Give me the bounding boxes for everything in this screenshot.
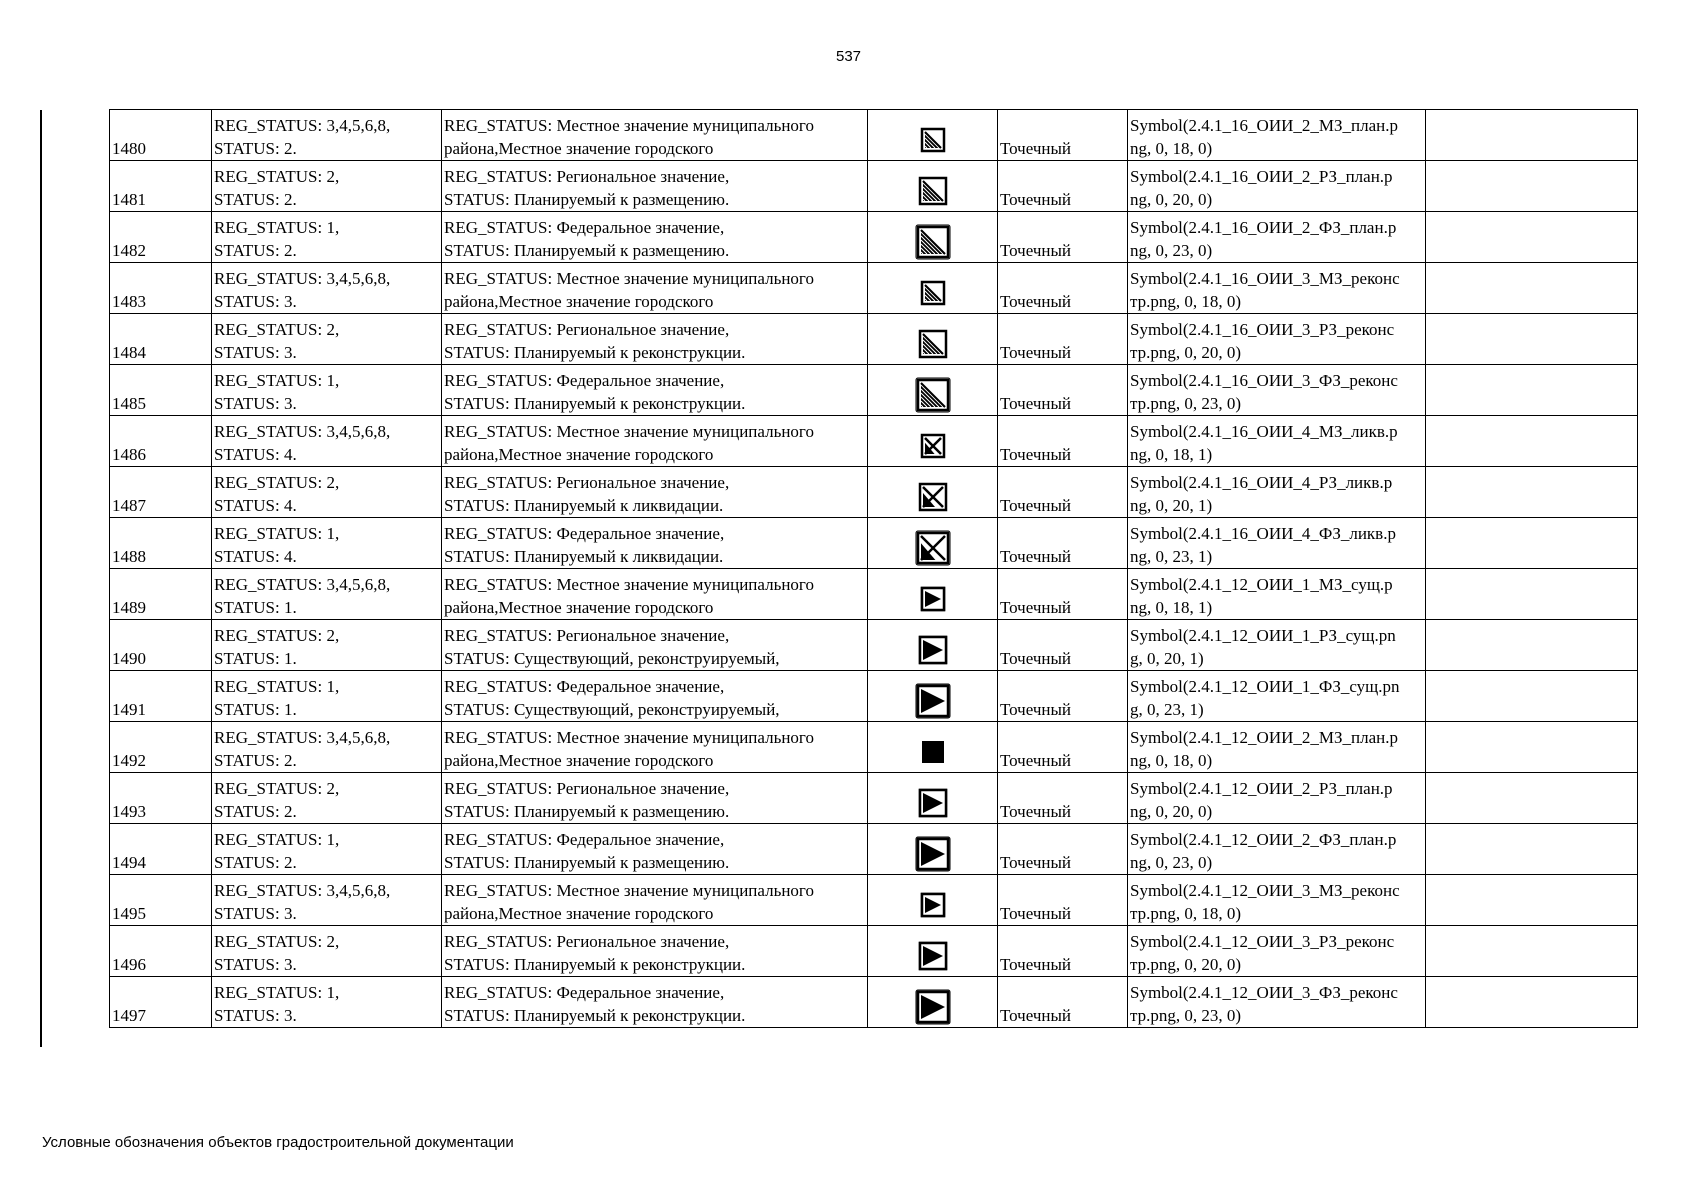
description-line-1: REG_STATUS: Федеральное значение, [444, 677, 725, 696]
geometry-type: Точечный [998, 824, 1128, 875]
table-row [110, 875, 1638, 926]
description-line-2: района,Местное значение городского [444, 904, 714, 923]
geometry-type: Точечный [998, 671, 1128, 722]
row-number: 1496 [110, 926, 212, 977]
description-cell [442, 110, 868, 161]
symbol-image-cell [868, 161, 998, 212]
row-number: 1480 [110, 110, 212, 161]
symbol-definition-line-1: Symbol(2.4.1_12_ОИИ_2_МЗ_план.p [1130, 728, 1398, 747]
reg-status-code: REG_STATUS: 2, [214, 779, 340, 798]
status-code-cell [212, 467, 442, 518]
status-code: STATUS: 1. [214, 700, 297, 719]
symbol-definition-line-2: тр.png, 0, 18, 0) [1130, 292, 1242, 311]
empty-cell [1426, 722, 1638, 773]
description-line-1: REG_STATUS: Региональное значение, [444, 626, 730, 645]
page-number: 537 [835, 48, 862, 65]
status-code-cell [212, 161, 442, 212]
empty-cell [1426, 263, 1638, 314]
description-line-1: REG_STATUS: Местное значение муниципального [444, 269, 814, 288]
symbol-definition-line-1: Symbol(2.4.1_16_ОИИ_2_МЗ_план.p [1130, 116, 1398, 135]
status-code: STATUS: 2. [214, 241, 297, 260]
symbol-definition-line-2: тр.png, 0, 18, 0) [1130, 904, 1242, 923]
description-line-1: REG_STATUS: Региональное значение, [444, 779, 730, 798]
symbol-definition-cell [1128, 620, 1426, 671]
symbol-image-cell [868, 110, 998, 161]
status-code-cell [212, 569, 442, 620]
triangle-square-reconstruct-medium-icon [913, 936, 953, 976]
description-line-2: STATUS: Существующий, реконструируемый, [444, 649, 780, 668]
row-number: 1488 [110, 518, 212, 569]
hatched-square-reconstruct-medium-icon [913, 324, 953, 364]
status-code: STATUS: 1. [214, 598, 297, 617]
row-number: 1491 [110, 671, 212, 722]
symbol-image-cell [868, 671, 998, 722]
empty-cell [1426, 875, 1638, 926]
reg-status-code: REG_STATUS: 3,4,5,6,8, [214, 422, 391, 441]
description-line-2: STATUS: Существующий, реконструируемый, [444, 700, 780, 719]
empty-cell [1426, 773, 1638, 824]
description-line-2: района,Местное значение городского [444, 139, 714, 158]
crossed-square-small-icon [913, 426, 953, 466]
description-line-2: STATUS: Планируемый к реконструкции. [444, 343, 746, 362]
symbol-definition-line-1: Symbol(2.4.1_16_ОИИ_2_ФЗ_план.p [1130, 218, 1397, 237]
description-line-1: REG_STATUS: Региональное значение, [444, 320, 730, 339]
reg-status-code: REG_STATUS: 3,4,5,6,8, [214, 728, 391, 747]
status-code-cell [212, 671, 442, 722]
symbol-definition-cell [1128, 110, 1426, 161]
status-code: STATUS: 3. [214, 394, 297, 413]
symbol-definition-line-1: Symbol(2.4.1_16_ОИИ_4_МЗ_ликв.p [1130, 422, 1398, 441]
symbol-definition-line-1: Symbol(2.4.1_16_ОИИ_4_ФЗ_ликв.p [1130, 524, 1396, 543]
geometry-type: Точечный [998, 926, 1128, 977]
reg-status-code: REG_STATUS: 2, [214, 626, 340, 645]
symbol-definition-cell [1128, 671, 1426, 722]
table-row [110, 671, 1638, 722]
symbol-definition-line-2: ng, 0, 20, 1) [1130, 496, 1213, 515]
symbol-definition-line-1: Symbol(2.4.1_12_ОИИ_1_РЗ_сущ.pn [1130, 626, 1396, 645]
table-row [110, 110, 1638, 161]
geometry-type: Точечный [998, 773, 1128, 824]
empty-cell [1426, 620, 1638, 671]
symbol-definition-cell [1128, 773, 1426, 824]
row-number: 1490 [110, 620, 212, 671]
triangle-square-medium-icon [913, 630, 953, 670]
description-cell [442, 773, 868, 824]
triangle-square-reconstruct-small-icon [913, 885, 953, 925]
empty-cell [1426, 161, 1638, 212]
description-line-1: REG_STATUS: Местное значение муниципального [444, 575, 814, 594]
symbol-definition-line-2: ng, 0, 20, 0) [1130, 190, 1213, 209]
description-line-1: REG_STATUS: Региональное значение, [444, 167, 730, 186]
row-number: 1494 [110, 824, 212, 875]
symbol-definition-line-2: ng, 0, 18, 1) [1130, 598, 1213, 617]
status-code: STATUS: 2. [214, 751, 297, 770]
symbol-definition-line-2: тр.png, 0, 20, 0) [1130, 955, 1242, 974]
symbol-definition-line-2: g, 0, 23, 1) [1130, 700, 1204, 719]
description-line-1: REG_STATUS: Федеральное значение, [444, 218, 725, 237]
table-row [110, 467, 1638, 518]
symbol-image-cell [868, 926, 998, 977]
description-cell [442, 875, 868, 926]
reg-status-code: REG_STATUS: 1, [214, 830, 340, 849]
symbol-definition-cell [1128, 161, 1426, 212]
status-code-cell [212, 824, 442, 875]
row-number: 1484 [110, 314, 212, 365]
table-row [110, 569, 1638, 620]
description-cell [442, 212, 868, 263]
symbols-table [109, 109, 1638, 1028]
description-line-1: REG_STATUS: Федеральное значение, [444, 524, 725, 543]
status-code: STATUS: 1. [214, 649, 297, 668]
status-code: STATUS: 2. [214, 190, 297, 209]
description-line-1: REG_STATUS: Местное значение муниципального [444, 881, 814, 900]
description-line-2: района,Местное значение городского [444, 445, 714, 464]
table-row [110, 263, 1638, 314]
symbol-definition-line-2: ng, 0, 23, 1) [1130, 547, 1213, 566]
geometry-type: Точечный [998, 212, 1128, 263]
symbol-definition-cell [1128, 467, 1426, 518]
symbol-definition-cell [1128, 416, 1426, 467]
empty-cell [1426, 926, 1638, 977]
symbol-definition-line-1: Symbol(2.4.1_16_ОИИ_4_РЗ_ликв.p [1130, 473, 1393, 492]
description-line-1: REG_STATUS: Федеральное значение, [444, 371, 725, 390]
symbol-image-cell [868, 569, 998, 620]
geometry-type: Точечный [998, 518, 1128, 569]
symbol-definition-line-2: ng, 0, 23, 0) [1130, 241, 1213, 260]
reg-status-code: REG_STATUS: 2, [214, 473, 340, 492]
symbol-image-cell [868, 977, 998, 1028]
description-line-2: STATUS: Планируемый к реконструкции. [444, 955, 746, 974]
description-line-1: REG_STATUS: Региональное значение, [444, 473, 730, 492]
symbol-definition-line-1: Symbol(2.4.1_16_ОИИ_3_ФЗ_реконс [1130, 371, 1398, 390]
triangle-square-large-icon [913, 681, 953, 721]
symbol-definition-cell [1128, 926, 1426, 977]
row-number: 1486 [110, 416, 212, 467]
status-code-cell [212, 212, 442, 263]
status-code: STATUS: 2. [214, 139, 297, 158]
reg-status-code: REG_STATUS: 2, [214, 932, 340, 951]
table-row [110, 518, 1638, 569]
symbol-image-cell [868, 824, 998, 875]
reg-status-code: REG_STATUS: 2, [214, 167, 340, 186]
description-cell [442, 263, 868, 314]
symbol-definition-cell [1128, 875, 1426, 926]
empty-cell [1426, 824, 1638, 875]
symbol-definition-cell [1128, 722, 1426, 773]
geometry-type: Точечный [998, 263, 1128, 314]
empty-cell [1426, 365, 1638, 416]
description-line-2: района,Местное значение городского [444, 292, 714, 311]
geometry-type: Точечный [998, 569, 1128, 620]
symbol-image-cell [868, 518, 998, 569]
empty-cell [1426, 518, 1638, 569]
status-code: STATUS: 2. [214, 853, 297, 872]
row-number: 1485 [110, 365, 212, 416]
symbol-definition-line-2: ng, 0, 23, 0) [1130, 853, 1213, 872]
table-row [110, 212, 1638, 263]
symbol-image-cell [868, 416, 998, 467]
reg-status-code: REG_STATUS: 3,4,5,6,8, [214, 881, 391, 900]
status-code: STATUS: 3. [214, 343, 297, 362]
description-line-2: STATUS: Планируемый к реконструкции. [444, 394, 746, 413]
symbol-definition-line-1: Symbol(2.4.1_12_ОИИ_3_МЗ_реконс [1130, 881, 1400, 900]
description-cell [442, 671, 868, 722]
empty-cell [1426, 416, 1638, 467]
table-row [110, 926, 1638, 977]
symbol-definition-line-2: тр.png, 0, 20, 0) [1130, 343, 1242, 362]
status-code-cell [212, 365, 442, 416]
description-cell [442, 314, 868, 365]
status-code-cell [212, 416, 442, 467]
symbol-image-cell [868, 212, 998, 263]
status-code-cell [212, 110, 442, 161]
description-cell [442, 416, 868, 467]
symbol-definition-line-1: Symbol(2.4.1_16_ОИИ_3_РЗ_реконс [1130, 320, 1395, 339]
description-line-2: района,Местное значение городского [444, 751, 714, 770]
symbol-definition-line-2: тр.png, 0, 23, 0) [1130, 394, 1242, 413]
description-cell [442, 824, 868, 875]
triangle-square-plan-medium-icon [913, 783, 953, 823]
geometry-type: Точечный [998, 314, 1128, 365]
description-cell [442, 722, 868, 773]
crossed-square-medium-icon [913, 477, 953, 517]
symbol-image-cell [868, 773, 998, 824]
filled-square-icon [913, 732, 953, 772]
status-code: STATUS: 3. [214, 955, 297, 974]
description-cell [442, 569, 868, 620]
page-footer: Условные обозначения объектов градостроительной документации [42, 1134, 514, 1151]
row-number: 1482 [110, 212, 212, 263]
empty-cell [1426, 212, 1638, 263]
status-code: STATUS: 3. [214, 292, 297, 311]
symbol-definition-line-2: g, 0, 20, 1) [1130, 649, 1204, 668]
description-line-2: STATUS: Планируемый к размещению. [444, 241, 730, 260]
symbol-definition-cell [1128, 263, 1426, 314]
row-number: 1492 [110, 722, 212, 773]
table-row [110, 416, 1638, 467]
symbol-definition-line-2: ng, 0, 18, 0) [1130, 751, 1213, 770]
table-row [110, 722, 1638, 773]
status-code: STATUS: 4. [214, 445, 297, 464]
symbol-definition-line-1: Symbol(2.4.1_12_ОИИ_3_ФЗ_реконс [1130, 983, 1398, 1002]
symbol-definition-cell [1128, 824, 1426, 875]
symbol-image-cell [868, 722, 998, 773]
reg-status-code: REG_STATUS: 1, [214, 524, 340, 543]
status-code: STATUS: 3. [214, 904, 297, 923]
description-cell [442, 467, 868, 518]
hatched-square-plan-large-icon [913, 222, 953, 262]
symbol-definition-cell [1128, 977, 1426, 1028]
table-row [110, 161, 1638, 212]
symbol-definition-line-2: ng, 0, 18, 0) [1130, 139, 1213, 158]
description-line-1: REG_STATUS: Федеральное значение, [444, 983, 725, 1002]
symbol-definition-cell [1128, 518, 1426, 569]
reg-status-code: REG_STATUS: 1, [214, 983, 340, 1002]
description-cell [442, 926, 868, 977]
reg-status-code: REG_STATUS: 3,4,5,6,8, [214, 575, 391, 594]
symbol-definition-line-2: ng, 0, 20, 0) [1130, 802, 1213, 821]
reg-status-code: REG_STATUS: 1, [214, 677, 340, 696]
geometry-type: Точечный [998, 110, 1128, 161]
description-line-2: STATUS: Планируемый к ликвидации. [444, 547, 724, 566]
symbol-image-cell [868, 263, 998, 314]
status-code: STATUS: 2. [214, 802, 297, 821]
status-code-cell [212, 926, 442, 977]
row-number: 1483 [110, 263, 212, 314]
reg-status-code: REG_STATUS: 3,4,5,6,8, [214, 116, 391, 135]
geometry-type: Точечный [998, 161, 1128, 212]
empty-cell [1426, 569, 1638, 620]
symbol-definition-line-2: ng, 0, 18, 1) [1130, 445, 1213, 464]
description-cell [442, 518, 868, 569]
triangle-square-reconstruct-large-icon [913, 987, 953, 1027]
table-row [110, 365, 1638, 416]
geometry-type: Точечный [998, 467, 1128, 518]
description-cell [442, 620, 868, 671]
description-line-1: REG_STATUS: Местное значение муниципального [444, 116, 814, 135]
description-line-2: района,Местное значение городского [444, 598, 714, 617]
status-code: STATUS: 4. [214, 547, 297, 566]
description-line-1: REG_STATUS: Местное значение муниципального [444, 422, 814, 441]
geometry-type: Точечный [998, 620, 1128, 671]
geometry-type: Точечный [998, 416, 1128, 467]
status-code-cell [212, 263, 442, 314]
empty-cell [1426, 110, 1638, 161]
symbol-image-cell [868, 314, 998, 365]
triangle-square-small-icon [913, 579, 953, 619]
triangle-square-plan-large-icon [913, 834, 953, 874]
description-line-1: REG_STATUS: Региональное значение, [444, 932, 730, 951]
description-cell [442, 977, 868, 1028]
crossed-square-large-icon [913, 528, 953, 568]
symbol-definition-line-1: Symbol(2.4.1_12_ОИИ_1_МЗ_сущ.p [1130, 575, 1393, 594]
row-number: 1481 [110, 161, 212, 212]
row-number: 1497 [110, 977, 212, 1028]
hatched-square-reconstruct-small-icon [913, 273, 953, 313]
status-code: STATUS: 4. [214, 496, 297, 515]
geometry-type: Точечный [998, 977, 1128, 1028]
table-row [110, 773, 1638, 824]
description-line-2: STATUS: Планируемый к реконструкции. [444, 1006, 746, 1025]
symbol-definition-line-1: Symbol(2.4.1_12_ОИИ_3_РЗ_реконс [1130, 932, 1395, 951]
geometry-type: Точечный [998, 722, 1128, 773]
status-code-cell [212, 773, 442, 824]
description-line-2: STATUS: Планируемый к размещению. [444, 853, 730, 872]
row-number: 1495 [110, 875, 212, 926]
description-line-1: REG_STATUS: Федеральное значение, [444, 830, 725, 849]
status-code-cell [212, 518, 442, 569]
status-code-cell [212, 314, 442, 365]
description-line-2: STATUS: Планируемый к ликвидации. [444, 496, 724, 515]
symbol-image-cell [868, 620, 998, 671]
reg-status-code: REG_STATUS: 1, [214, 218, 340, 237]
symbol-definition-line-1: Symbol(2.4.1_16_ОИИ_2_РЗ_план.p [1130, 167, 1393, 186]
reg-status-code: REG_STATUS: 2, [214, 320, 340, 339]
row-number: 1487 [110, 467, 212, 518]
geometry-type: Точечный [998, 365, 1128, 416]
symbol-image-cell [868, 875, 998, 926]
symbol-definition-line-1: Symbol(2.4.1_12_ОИИ_2_ФЗ_план.p [1130, 830, 1397, 849]
description-line-1: REG_STATUS: Местное значение муниципального [444, 728, 814, 747]
status-code-cell [212, 977, 442, 1028]
empty-cell [1426, 671, 1638, 722]
hatched-square-reconstruct-large-icon [913, 375, 953, 415]
row-number: 1489 [110, 569, 212, 620]
symbol-definition-cell [1128, 365, 1426, 416]
reg-status-code: REG_STATUS: 1, [214, 371, 340, 390]
hatched-square-plan-small-icon [913, 120, 953, 160]
description-line-2: STATUS: Планируемый к размещению. [444, 802, 730, 821]
table-row [110, 977, 1638, 1028]
table-row [110, 314, 1638, 365]
symbol-definition-line-2: тр.png, 0, 23, 0) [1130, 1006, 1242, 1025]
hatched-square-plan-medium-icon [913, 171, 953, 211]
symbol-definition-cell [1128, 569, 1426, 620]
description-cell [442, 161, 868, 212]
empty-cell [1426, 467, 1638, 518]
description-cell [442, 365, 868, 416]
symbol-definition-line-1: Symbol(2.4.1_12_ОИИ_1_ФЗ_сущ.pn [1130, 677, 1400, 696]
row-number: 1493 [110, 773, 212, 824]
status-code-cell [212, 722, 442, 773]
empty-cell [1426, 977, 1638, 1028]
symbol-image-cell [868, 365, 998, 416]
status-code-cell [212, 620, 442, 671]
status-code-cell [212, 875, 442, 926]
geometry-type: Точечный [998, 875, 1128, 926]
empty-cell [1426, 314, 1638, 365]
symbol-image-cell [868, 467, 998, 518]
reg-status-code: REG_STATUS: 3,4,5,6,8, [214, 269, 391, 288]
symbol-definition-line-1: Symbol(2.4.1_16_ОИИ_3_МЗ_реконс [1130, 269, 1400, 288]
symbol-definition-cell [1128, 314, 1426, 365]
description-line-2: STATUS: Планируемый к размещению. [444, 190, 730, 209]
symbol-definition-line-1: Symbol(2.4.1_12_ОИИ_2_РЗ_план.p [1130, 779, 1393, 798]
status-code: STATUS: 3. [214, 1006, 297, 1025]
symbol-definition-cell [1128, 212, 1426, 263]
table-row [110, 824, 1638, 875]
table-row [110, 620, 1638, 671]
margin-line [40, 110, 42, 1047]
